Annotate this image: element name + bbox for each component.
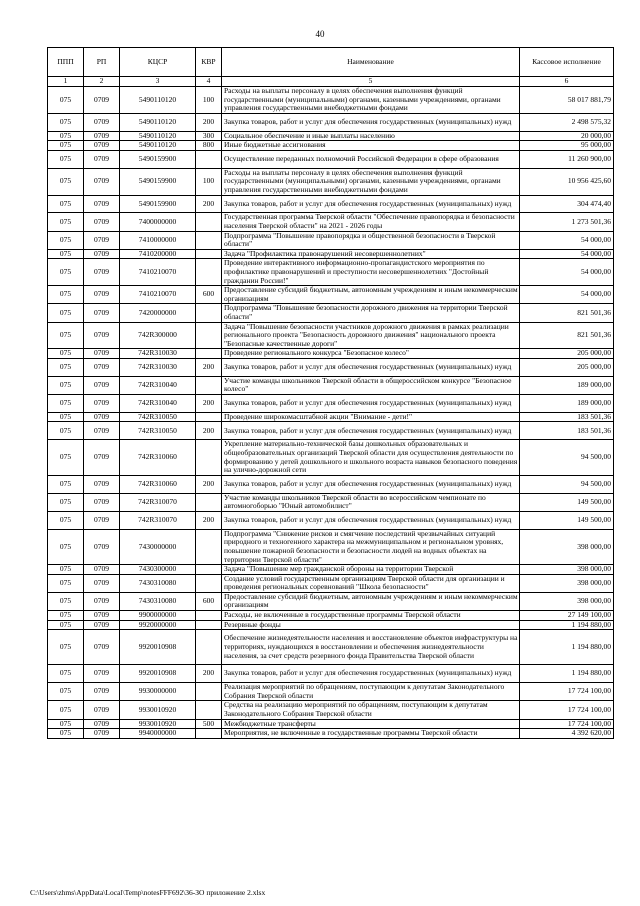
cell-ppp: 075 [48,395,84,413]
cell-rp: 0709 [84,304,120,322]
cell-rp: 0709 [84,141,120,151]
cell-kcsr: 9940000000 [120,729,196,739]
cell-ppp: 075 [48,304,84,322]
cell-kcsr: 742R310040 [120,395,196,413]
cell-amount: 4 392 620,00 [520,729,614,739]
col-number: 3 [120,77,196,87]
table-row [48,592,614,610]
table-row [48,358,614,376]
cell-name: Укрепление материально-технической базы дошкольных образовательных и общеобразовательных организаций Тверской области для осуществления деятельности по формированию у детей дошкольного и школьного возраста навыков безопасного поведения на улично-дорожной сети [222,440,520,475]
cell-kvr: 100 [196,87,222,114]
cell-kvr [196,259,222,286]
cell-rp: 0709 [84,565,120,575]
cell-kcsr: 9930010920 [120,701,196,719]
cell-amount: 205 000,00 [520,349,614,359]
cell-name: Участие команды школьников Тверской области во всероссийском чемпионате по автомногоборью "Юный автомобилист" [222,493,520,511]
cell-amount: 1 273 501,36 [520,213,614,231]
cell-kvr: 200 [196,395,222,413]
cell-ppp: 075 [48,422,84,440]
table-row [48,168,614,195]
cell-ppp: 075 [48,620,84,630]
cell-kcsr: 7430000000 [120,529,196,564]
cell-rp: 0709 [84,358,120,376]
cell-ppp: 075 [48,412,84,422]
cell-ppp: 075 [48,168,84,195]
table-row [48,87,614,114]
cell-kcsr: 7410210070 [120,259,196,286]
cell-rp: 0709 [84,475,120,493]
table-row [48,630,614,665]
cell-kcsr: 742R310050 [120,422,196,440]
table-row [48,529,614,564]
cell-kcsr: 7400000000 [120,213,196,231]
cell-amount: 183 501,36 [520,422,614,440]
cell-rp: 0709 [84,213,120,231]
cell-rp: 0709 [84,249,120,259]
table-row [48,213,614,231]
cell-kcsr: 7410210070 [120,286,196,304]
cell-amount: 58 017 881,79 [520,87,614,114]
cell-rp: 0709 [84,440,120,475]
cell-name: Задача "Повышение мер гражданской обороны на территории Тверской [222,565,520,575]
header-kcsr: КЦСР [120,48,196,77]
cell-name: Закупка товаров, работ и услуг для обеспечения государственных (муниципальных) нужд [222,665,520,683]
cell-name: Мероприятия, не включенные в государственные программы Тверской области [222,729,520,739]
cell-kcsr: 5490159900 [120,150,196,168]
cell-ppp: 075 [48,511,84,529]
table-row [48,286,614,304]
cell-rp: 0709 [84,511,120,529]
cell-name: Межбюджетные трансферты [222,719,520,729]
table-row [48,304,614,322]
cell-name: Закупка товаров, работ и услуг для обеспечения государственных (муниципальных) нужд [222,511,520,529]
cell-amount: 398 000,00 [520,565,614,575]
cell-rp: 0709 [84,168,120,195]
cell-rp: 0709 [84,87,120,114]
table-row [48,412,614,422]
cell-kvr: 100 [196,168,222,195]
cell-ppp: 075 [48,376,84,394]
cell-amount: 54 000,00 [520,231,614,249]
cell-amount: 1 194 880,00 [520,620,614,630]
cell-kcsr: 9920010908 [120,630,196,665]
cell-ppp: 075 [48,475,84,493]
cell-amount: 11 260 900,00 [520,150,614,168]
cell-rp: 0709 [84,719,120,729]
cell-name: Подпрограмма "Повышение безопасности дорожного движения на территории Тверской области" [222,304,520,322]
cell-kcsr: 7430310080 [120,592,196,610]
cell-kvr: 200 [196,113,222,131]
table-row [48,131,614,141]
cell-ppp: 075 [48,349,84,359]
col-number: 5 [222,77,520,87]
cell-amount: 149 500,00 [520,511,614,529]
cell-name: Проведение интерактивного информационно-пропагандистского мероприятия по профилактике правонарушений и преступности несовершеннолетних "Достойный гражданин России!" [222,259,520,286]
cell-kcsr: 742R310060 [120,475,196,493]
cell-ppp: 075 [48,259,84,286]
cell-kvr [196,611,222,621]
cell-kvr: 600 [196,592,222,610]
cell-name: Задача "Профилактика правонарушений несовершеннолетних" [222,249,520,259]
cell-rp: 0709 [84,665,120,683]
cell-name: Закупка товаров, работ и услуг для обеспечения государственных (муниципальных) нужд [222,422,520,440]
table-row [48,395,614,413]
table-row [48,231,614,249]
cell-kvr [196,493,222,511]
cell-amount: 398 000,00 [520,574,614,592]
cell-kcsr: 5490110120 [120,131,196,141]
cell-rp: 0709 [84,395,120,413]
table-header [48,48,614,87]
cell-ppp: 075 [48,358,84,376]
table-row [48,511,614,529]
cell-kvr [196,729,222,739]
page-number: 40 [315,29,325,39]
col-number: 1 [48,77,84,87]
cell-name: Государственная программа Тверской области "Обеспечение правопорядка и безопасности населения Тверской области" на 2021 - 2026 годы [222,213,520,231]
table-body [48,87,614,739]
cell-kvr [196,701,222,719]
cell-kvr [196,150,222,168]
cell-name: Реализация мероприятий по обращениям, поступающим к депутатам Законодательного Собрания Тверской области [222,683,520,701]
cell-ppp: 075 [48,565,84,575]
cell-amount: 54 000,00 [520,249,614,259]
col-number: 4 [196,77,222,87]
cell-rp: 0709 [84,322,120,349]
table-row [48,701,614,719]
cell-ppp: 075 [48,141,84,151]
cell-amount: 189 000,00 [520,395,614,413]
cell-rp: 0709 [84,286,120,304]
table-row [48,322,614,349]
cell-kcsr: 7430300000 [120,565,196,575]
cell-kvr: 200 [196,511,222,529]
cell-amount: 398 000,00 [520,529,614,564]
cell-amount: 1 194 880,00 [520,630,614,665]
cell-amount: 94 500,00 [520,440,614,475]
cell-ppp: 075 [48,665,84,683]
cell-kcsr: 7420000000 [120,304,196,322]
cell-name: Закупка товаров, работ и услуг для обеспечения государственных (муниципальных) нужд [222,113,520,131]
cell-name: Социальное обеспечение и иные выплаты населению [222,131,520,141]
cell-amount: 398 000,00 [520,592,614,610]
cell-amount: 94 500,00 [520,475,614,493]
cell-amount: 821 501,36 [520,304,614,322]
cell-kvr [196,440,222,475]
table-row [48,665,614,683]
table-row [48,195,614,213]
cell-name: Закупка товаров, работ и услуг для обеспечения государственных (муниципальных) нужд [222,195,520,213]
cell-ppp: 075 [48,683,84,701]
cell-rp: 0709 [84,574,120,592]
cell-name: Задача "Повышение безопасности участников дорожного движения в рамках реализации регионального проекта "Безопасность дорожного движения" национального проекта "Безопасные качественные дороги" [222,322,520,349]
cell-name: Средства на реализацию мероприятий по обращениям, поступающим к депутатам Законодательного Собрания Тверской области [222,701,520,719]
cell-kvr [196,349,222,359]
cell-name: Осуществление переданных полномочий Российской Федерации в сфере образования [222,150,520,168]
cell-rp: 0709 [84,412,120,422]
table-row [48,440,614,475]
cell-name: Обеспечение жизнедеятельности населения и восстановление объектов инфраструктуры на территориях, нуждающихся в восстановлении и обеспечения жизнедеятельности населения, за счет средств резервного фонда Правительства Тверской области [222,630,520,665]
cell-rp: 0709 [84,422,120,440]
cell-kvr: 600 [196,286,222,304]
cell-rp: 0709 [84,113,120,131]
cell-rp: 0709 [84,150,120,168]
cell-name: Закупка товаров, работ и услуг для обеспечения государственных (муниципальных) нужд [222,475,520,493]
cell-kvr [196,304,222,322]
cell-kvr: 300 [196,131,222,141]
cell-kvr [196,322,222,349]
cell-ppp: 075 [48,150,84,168]
cell-ppp: 075 [48,729,84,739]
col-number: 2 [84,77,120,87]
cell-amount: 10 956 425,60 [520,168,614,195]
header-rp: РП [84,48,120,77]
table-row [48,259,614,286]
header-name: Наименование [222,48,520,77]
cell-kvr: 500 [196,719,222,729]
cell-kvr [196,574,222,592]
cell-ppp: 075 [48,131,84,141]
cell-amount: 17 724 100,00 [520,701,614,719]
cell-ppp: 075 [48,719,84,729]
cell-ppp: 075 [48,529,84,564]
budget-table [47,47,614,739]
cell-ppp: 075 [48,286,84,304]
file-path-footer: C:\Users\zhms\AppData\Local\Temp\notesFFF692\36-ЗО приложение 2.xlsx [30,888,266,897]
cell-amount: 1 194 880,00 [520,665,614,683]
cell-name: Подпрограмма "Снижение рисков и смягчение последствий чрезвычайных ситуаций природного и техногенного характера на межмуниципальном и региональном уровнях, повышение пожарной безопасности и безопасности людей на водных объектах на территории Тверской области" [222,529,520,564]
cell-kcsr: 7410000000 [120,231,196,249]
cell-amount: 149 500,00 [520,493,614,511]
cell-kvr [196,529,222,564]
cell-rp: 0709 [84,611,120,621]
cell-rp: 0709 [84,620,120,630]
cell-amount: 20 000,00 [520,131,614,141]
cell-name: Проведение широкомасштабной акции "Внимание - дети!" [222,412,520,422]
col-number: 6 [520,77,614,87]
cell-rp: 0709 [84,376,120,394]
cell-kvr [196,630,222,665]
cell-rp: 0709 [84,701,120,719]
table-row [48,729,614,739]
cell-kvr [196,412,222,422]
table-row [48,349,614,359]
cell-kcsr: 742R310040 [120,376,196,394]
cell-name: Проведение регионального конкурса "Безопасное колесо" [222,349,520,359]
cell-kcsr: 5490159900 [120,168,196,195]
cell-rp: 0709 [84,195,120,213]
cell-name: Закупка товаров, работ и услуг для обеспечения государственных (муниципальных) нужд [222,358,520,376]
cell-rp: 0709 [84,131,120,141]
cell-ppp: 075 [48,87,84,114]
column-number-row [48,77,614,87]
cell-name: Расходы на выплаты персоналу в целях обеспечения выполнения функций государственными (муниципальными) органами, казенными учреждениями, органами управления государственными внебюджетными фондами [222,87,520,114]
cell-kvr [196,376,222,394]
cell-ppp: 075 [48,195,84,213]
cell-kcsr: 9920010908 [120,665,196,683]
table-row [48,141,614,151]
cell-kcsr: 742R310070 [120,493,196,511]
cell-rp: 0709 [84,592,120,610]
table-row [48,422,614,440]
cell-ppp: 075 [48,701,84,719]
cell-rp: 0709 [84,349,120,359]
cell-name: Закупка товаров, работ и услуг для обеспечения государственных (муниципальных) нужд [222,395,520,413]
cell-rp: 0709 [84,231,120,249]
cell-ppp: 075 [48,611,84,621]
cell-rp: 0709 [84,529,120,564]
cell-amount: 304 474,40 [520,195,614,213]
cell-ppp: 075 [48,231,84,249]
cell-amount: 2 498 575,32 [520,113,614,131]
cell-kcsr: 742R310030 [120,349,196,359]
cell-kvr [196,565,222,575]
cell-ppp: 075 [48,493,84,511]
cell-name: Расходы на выплаты персоналу в целях обеспечения выполнения функций государственными (муниципальными) органами, казенными учреждениями, органами управления государственными внебюджетными фондами [222,168,520,195]
table-row [48,620,614,630]
cell-kvr [196,249,222,259]
cell-kvr: 200 [196,195,222,213]
cell-name: Расходы, не включенные в государственные программы Тверской области [222,611,520,621]
cell-kvr: 200 [196,475,222,493]
cell-name: Предоставление субсидий бюджетным, автономным учреждениям и иным некоммерческим организациям [222,286,520,304]
cell-kcsr: 9900000000 [120,611,196,621]
cell-amount: 821 501,36 [520,322,614,349]
cell-kvr: 200 [196,422,222,440]
cell-kvr: 800 [196,141,222,151]
cell-ppp: 075 [48,113,84,131]
table-row [48,683,614,701]
table-row [48,565,614,575]
cell-name: Иные бюджетные ассигнования [222,141,520,151]
cell-kcsr: 5490110120 [120,141,196,151]
cell-kvr [196,213,222,231]
cell-ppp: 075 [48,592,84,610]
cell-amount: 17 724 100,00 [520,683,614,701]
cell-name: Резервные фонды [222,620,520,630]
header-ppp: ППП [48,48,84,77]
cell-kcsr: 742R310050 [120,412,196,422]
cell-ppp: 075 [48,213,84,231]
cell-amount: 17 724 100,00 [520,719,614,729]
cell-rp: 0709 [84,493,120,511]
cell-rp: 0709 [84,259,120,286]
cell-rp: 0709 [84,729,120,739]
cell-kcsr: 5490110120 [120,87,196,114]
cell-ppp: 075 [48,322,84,349]
cell-kvr [196,231,222,249]
cell-ppp: 075 [48,574,84,592]
cell-kcsr: 9920000000 [120,620,196,630]
cell-amount: 205 000,00 [520,358,614,376]
cell-amount: 54 000,00 [520,286,614,304]
cell-kcsr: 742R310070 [120,511,196,529]
table-row [48,113,614,131]
table-row [48,611,614,621]
cell-name: Создание условий государственным организациям Тверской области для организации и проведения региональных соревнований "Школа безопасности" [222,574,520,592]
cell-kcsr: 742R310030 [120,358,196,376]
cell-ppp: 075 [48,630,84,665]
table-row [48,719,614,729]
cell-rp: 0709 [84,630,120,665]
table-row [48,150,614,168]
cell-amount: 183 501,36 [520,412,614,422]
table-row [48,249,614,259]
cell-kvr: 200 [196,358,222,376]
cell-kcsr: 9930010920 [120,719,196,729]
cell-name: Подпрограмма "Повышение правопорядка и общественной безопасности в Тверской области" [222,231,520,249]
cell-kcsr: 742R300000 [120,322,196,349]
cell-kvr [196,683,222,701]
table-row [48,475,614,493]
cell-kcsr: 7430310080 [120,574,196,592]
cell-name: Участие команды школьников Тверской области в общероссийском конкурсе "Безопасное колесо" [222,376,520,394]
table-row [48,376,614,394]
cell-kcsr: 5490110120 [120,113,196,131]
cell-kcsr: 742R310060 [120,440,196,475]
header-kvr: КВР [196,48,222,77]
cell-kcsr: 7410200000 [120,249,196,259]
cell-kcsr: 9930000000 [120,683,196,701]
cell-name: Предоставление субсидий бюджетным, автономным учреждениям и иным некоммерческим организациям [222,592,520,610]
cell-kcsr: 5490159900 [120,195,196,213]
cell-amount: 54 000,00 [520,259,614,286]
cell-amount: 95 000,00 [520,141,614,151]
cell-ppp: 075 [48,440,84,475]
cell-rp: 0709 [84,683,120,701]
table-row [48,493,614,511]
cell-kvr [196,620,222,630]
table-row [48,574,614,592]
header-amount: Кассовое исполнение [520,48,614,77]
cell-amount: 27 149 100,00 [520,611,614,621]
cell-ppp: 075 [48,249,84,259]
cell-kvr: 200 [196,665,222,683]
cell-amount: 189 000,00 [520,376,614,394]
